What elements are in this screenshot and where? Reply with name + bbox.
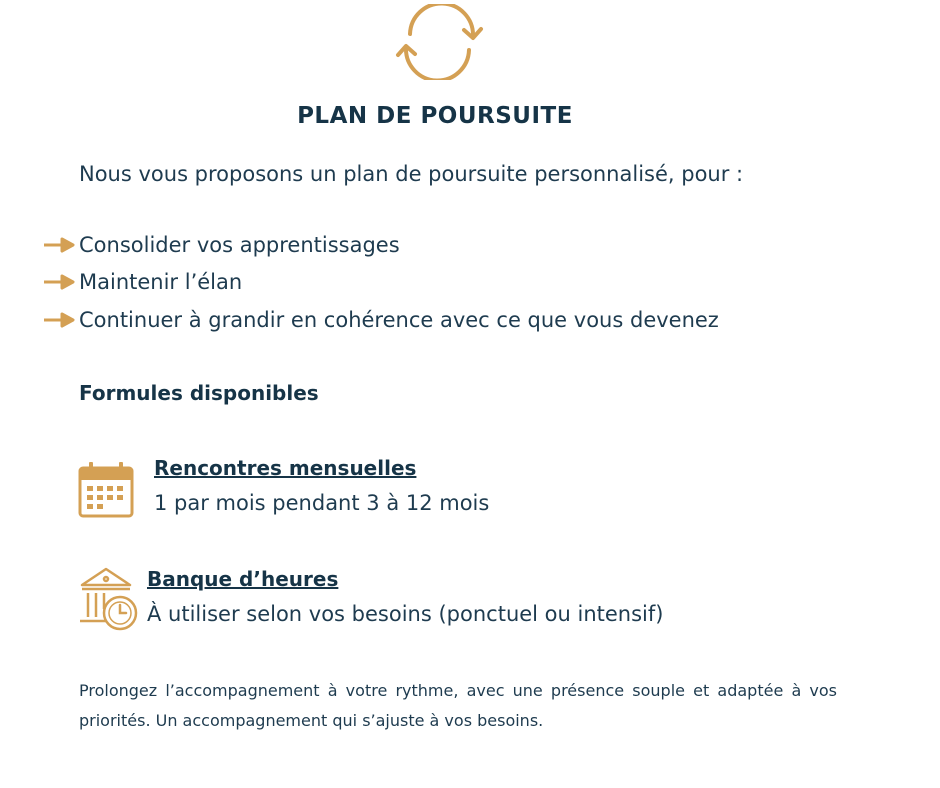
arrow-right-icon: [42, 235, 79, 255]
list-item-label: Continuer à grandir en cohérence avec ce que vous devenez: [79, 308, 719, 332]
page-title: PLAN DE POURSUITE: [297, 103, 573, 129]
closing-paragraph: Prolongez l’accompagnement à votre rythme, avec une présence souple et adaptée à vos priorités. Un accompagnement qui s’ajuste à vos besoins.: [79, 681, 837, 730]
bank-clock-icon: [78, 565, 140, 633]
list-item-label: Consolider vos apprentissages: [79, 233, 400, 257]
formula-title[interactable]: Rencontres mensuelles: [154, 456, 417, 480]
formulas-heading: Formules disponibles: [79, 381, 319, 405]
list-item-label: Maintenir l’élan: [79, 270, 243, 294]
cycle-arrows-icon: [393, 4, 487, 80]
arrow-right-icon: [42, 272, 79, 292]
list-item: [42, 308, 719, 332]
formula-title[interactable]: Banque d’heures: [147, 567, 339, 591]
formula-description: À utiliser selon vos besoins (ponctuel ou intensif): [147, 602, 664, 626]
list-item: [42, 270, 242, 294]
calendar-icon: [78, 460, 134, 518]
arrow-right-icon: [42, 310, 79, 330]
formula-description: 1 par mois pendant 3 à 12 mois: [154, 491, 490, 515]
intro-text: Nous vous proposons un plan de poursuite personnalisé, pour :: [79, 162, 744, 186]
list-item: [42, 233, 400, 257]
